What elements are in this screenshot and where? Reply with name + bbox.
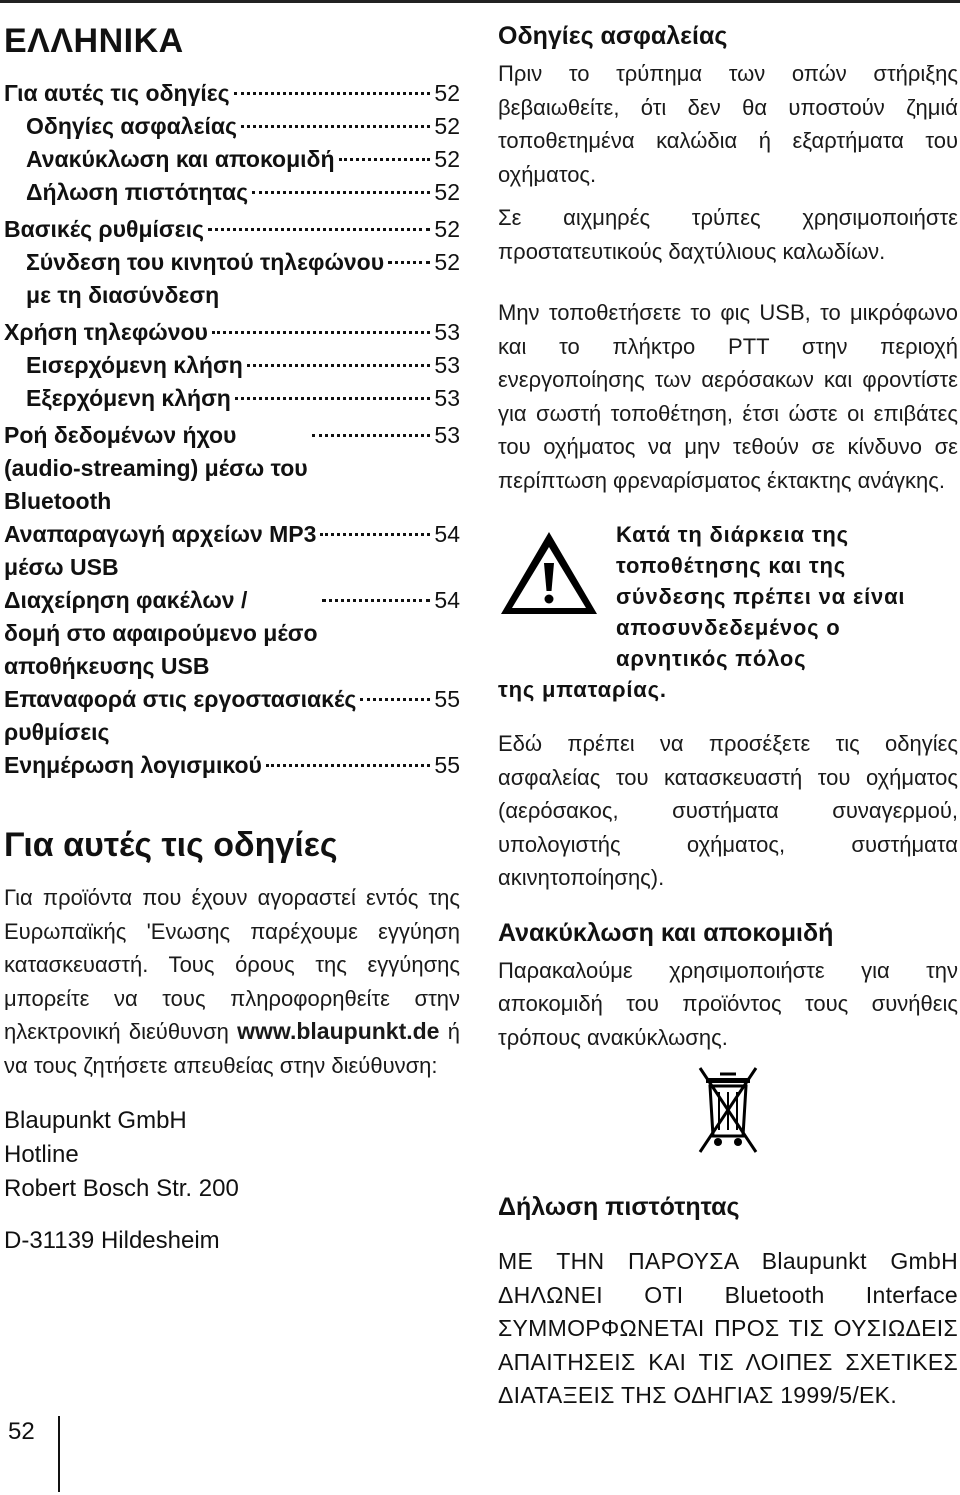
toc-entry-page: 54 bbox=[434, 587, 460, 613]
safety-paragraph-1: Πριν το τρύπημα των οπών στήριξης βεβαιωθείτε, ότι δεν θα υποστούν ζημιά τοποθετημένα καλώδια ή εξαρτήματα του οχήματος. bbox=[498, 61, 958, 187]
toc-entry-page: 53 bbox=[434, 385, 460, 411]
address-street: Robert Bosch Str. 200 bbox=[4, 1175, 239, 1202]
toc-entry-page: 53 bbox=[434, 319, 460, 345]
toc-dot-leader bbox=[360, 698, 430, 701]
toc-entry-title: Ενημέρωση λογισμικού bbox=[4, 752, 262, 778]
toc-entry[interactable] bbox=[4, 77, 460, 110]
left-column bbox=[4, 22, 460, 1258]
safety-heading: Οδηγίες ασφαλείας bbox=[498, 22, 728, 50]
toc-entry-title: Για αυτές τις οδηγίες bbox=[4, 80, 230, 106]
toc-entry[interactable] bbox=[4, 143, 460, 176]
toc-dot-leader bbox=[234, 92, 431, 95]
about-heading: Για αυτές τις οδηγίες bbox=[4, 826, 338, 864]
toc-entry-page: 52 bbox=[434, 146, 460, 172]
address-city: D-31139 Hildesheim bbox=[4, 1227, 220, 1254]
toc-entry[interactable] bbox=[4, 349, 460, 382]
toc-entry-page: 53 bbox=[434, 422, 460, 448]
conformity-section bbox=[498, 1193, 958, 1413]
about-paragraph bbox=[4, 881, 460, 1082]
toc-entry[interactable] bbox=[4, 246, 460, 312]
safety-paragraph-3: Μην τοποθετήσετε το φις USB, το μικρόφωνο και το πλήκτρο PTT στην περιοχή ενεργοποίησης των αερόσακων και φροντίστε για σωστή τοποθέτηση, έτσι ώστε οι επιβάτες του οχήματος να μην τεθούν σε κίνδυνο σε περίπτωση φρεναρίσματος έκτακτης ανάγκης. bbox=[498, 300, 958, 493]
about-text: Για προϊόντα που έχουν αγοραστεί εντός της Ευρωπαϊκής 'Ενωσης παρέχουμε εγγύηση κατασκευαστή. Τους όρους της εγγύησης μπορείτε να τους πληροφορηθείτε στην ηλεκτρονική διεύθυνση bbox=[4, 885, 460, 1044]
toc-entry-page: 52 bbox=[434, 179, 460, 205]
crossed-bin-icon bbox=[698, 1064, 758, 1164]
toc-entry[interactable] bbox=[4, 176, 460, 209]
toc-entry[interactable] bbox=[4, 683, 460, 749]
toc-entry-page: 52 bbox=[434, 216, 460, 242]
toc-entry-title: Εισερχόμενη κλήση bbox=[26, 352, 243, 378]
toc-dot-leader bbox=[339, 158, 431, 161]
warning-text: Κατά τη διάρκεια της τοποθέτησης και της σύνδεσης πρέπει να είναι αποσυνδεδεμένος ο αρνητικός πόλος bbox=[616, 522, 906, 671]
toc-entry-title: Επαναφορά στις εργοστασιακές ρυθμίσεις bbox=[4, 686, 357, 745]
website-link[interactable]: www.blaupunkt.de bbox=[237, 1018, 440, 1044]
address-dept: Hotline bbox=[4, 1141, 79, 1168]
toc-entry-title: Βασικές ρυθμίσεις bbox=[4, 216, 204, 242]
toc-entry-page: 55 bbox=[434, 752, 460, 778]
toc-entry-title: Αναπαραγωγή αρχείων MP3 μέσω USB bbox=[4, 521, 317, 580]
about-text-end: ή να τους ζητήσετε απευθείας στην διεύθυνση: bbox=[4, 1019, 460, 1078]
toc-dot-leader bbox=[212, 331, 430, 334]
toc-dot-leader bbox=[252, 191, 430, 194]
toc-entry-title: Οδηγίες ασφαλείας bbox=[26, 113, 237, 139]
warning-text-tail: της μπαταρίας. bbox=[498, 677, 667, 702]
toc-entry-title: Διαχείρηση φακέλων / δομή στο αφαιρούμενο μέσο αποθήκευσης USB bbox=[4, 587, 318, 679]
toc-dot-leader bbox=[208, 228, 430, 231]
toc-entry-page: 52 bbox=[434, 80, 460, 106]
table-of-contents bbox=[4, 77, 460, 782]
language-heading: ΕΛΛΗΝΙΚΑ bbox=[4, 22, 184, 60]
toc-entry-title: Εξερχόμενη κλήση bbox=[26, 385, 231, 411]
toc-entry[interactable] bbox=[4, 316, 460, 349]
safety-paragraph-4: Εδώ πρέπει να προσέξετε τις οδηγίες ασφαλείας του κατασκευαστή του οχήματος (αερόσακος, συστήματα συναγερμού, υπολογιστής οχήματος, συστήματα ακινητοποίησης). bbox=[498, 731, 958, 890]
address-block bbox=[4, 1104, 460, 1258]
toc-entry-page: 53 bbox=[434, 352, 460, 378]
toc-dot-leader bbox=[241, 125, 430, 128]
conformity-text: ΜΕ ΤΗΝ ΠΑΡΟΥΣΑ Blaupunkt GmbH ΔΗΛΩΝΕΙ ΟΤΙ Bluetooth Interface ΣΥΜΜΟΡΦΩΝΕΤΑΙ ΠΡΟΣ ΤΙΣ ΟΥΣΙΩΔΕΙΣ ΑΠΑΙΤΗΣΕΙΣ ΚΑΙ ΤΙΣ ΛΟΙΠΕΣ ΣΧΕΤΙΚΕΣ ΔΙΑΤΑΞΕΙΣ ΤΗΣ ΟΔΗΓΙΑΣ 1999/5/ΕΚ. bbox=[498, 1248, 958, 1408]
toc-entry-title: Χρήση τηλεφώνου bbox=[4, 319, 208, 345]
address-company: Blaupunkt GmbH bbox=[4, 1107, 187, 1134]
toc-dot-leader bbox=[388, 261, 430, 264]
page-number: 52 bbox=[8, 1418, 35, 1445]
toc-entry[interactable] bbox=[4, 110, 460, 143]
toc-entry[interactable] bbox=[4, 382, 460, 415]
toc-entry-title: Ροή δεδομένων ήχου (audio-streaming) μέσω του Bluetooth bbox=[4, 422, 308, 514]
right-column bbox=[498, 22, 958, 1437]
warning-triangle-icon bbox=[498, 529, 600, 617]
toc-dot-leader bbox=[312, 434, 431, 437]
top-rule bbox=[0, 0, 960, 3]
toc-dot-leader bbox=[320, 533, 430, 536]
toc-dot-leader bbox=[266, 764, 431, 767]
recycling-text: Παρακαλούμε χρησιμοποιήστε για την αποκομιδή του προϊόντος τους συνήθεις τρόπους ανακύκλωσης. bbox=[498, 957, 958, 1050]
toc-dot-leader bbox=[247, 364, 431, 367]
toc-entry-title: Δήλωση πιστότητας bbox=[26, 179, 249, 205]
footer-rule bbox=[58, 1416, 60, 1492]
recycling-section bbox=[498, 919, 958, 1170]
conformity-heading: Δήλωση πιστότητας bbox=[498, 1193, 740, 1221]
weee-symbol bbox=[498, 1064, 958, 1169]
toc-entry-title: Σύνδεση του κινητού τηλεφώνου με τη διασύνδεση bbox=[26, 249, 385, 308]
toc-entry-page: 55 bbox=[434, 686, 460, 712]
toc-entry-title: Ανακύκλωση και αποκομιδή bbox=[26, 146, 335, 172]
toc-entry[interactable] bbox=[4, 518, 460, 584]
toc-entry[interactable] bbox=[4, 749, 460, 782]
toc-entry[interactable] bbox=[4, 584, 460, 683]
safety-section bbox=[498, 22, 958, 895]
toc-entry-page: 52 bbox=[434, 113, 460, 139]
toc-entry[interactable] bbox=[4, 213, 460, 246]
toc-entry-page: 52 bbox=[434, 249, 460, 275]
battery-warning bbox=[498, 519, 958, 705]
toc-dot-leader bbox=[235, 397, 431, 400]
toc-entry-page: 54 bbox=[434, 521, 460, 547]
safety-paragraph-2: Σε αιχμηρές τρύπες χρησιμοποιήστε προστατευτικούς δαχτύλιους καλωδίων. bbox=[498, 205, 958, 264]
toc-entry[interactable] bbox=[4, 419, 460, 518]
toc-dot-leader bbox=[322, 599, 431, 602]
recycling-heading: Ανακύκλωση και αποκομιδή bbox=[498, 918, 834, 947]
